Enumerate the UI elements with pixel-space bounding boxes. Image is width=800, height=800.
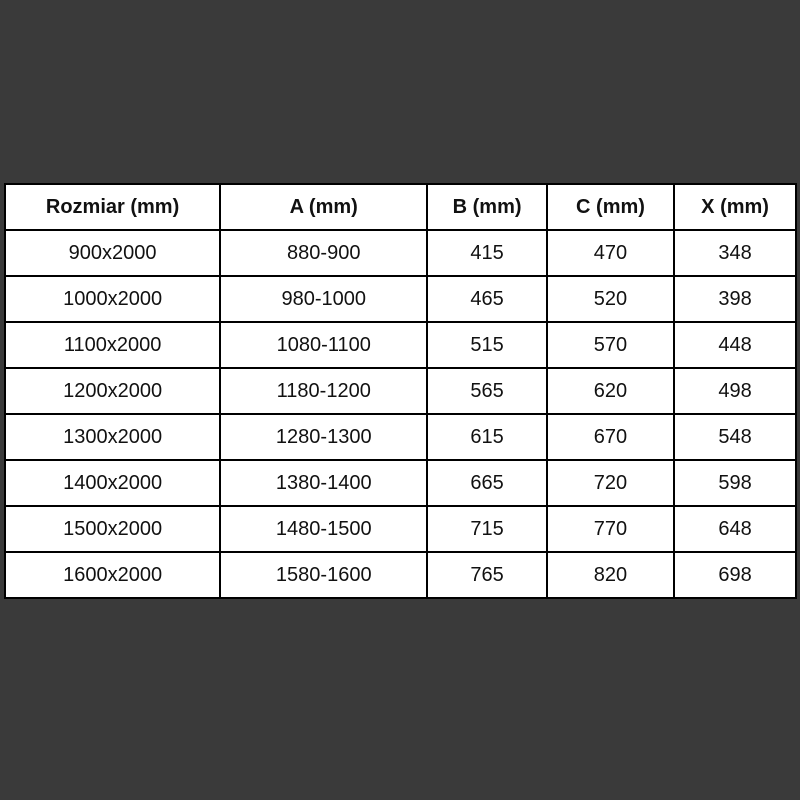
- table-cell: 715: [427, 506, 546, 552]
- table-cell: 1100x2000: [5, 322, 220, 368]
- table-row: [5, 230, 796, 276]
- table-body: [5, 230, 796, 598]
- table-cell: 1280-1300: [220, 414, 427, 460]
- column-header-rozmiar: Rozmiar (mm): [5, 184, 220, 230]
- table-cell: 520: [547, 276, 674, 322]
- table-cell: 1400x2000: [5, 460, 220, 506]
- table-cell: 1300x2000: [5, 414, 220, 460]
- table-cell: 880-900: [220, 230, 427, 276]
- table-cell: 565: [427, 368, 546, 414]
- table-cell: 665: [427, 460, 546, 506]
- column-header-b: B (mm): [427, 184, 546, 230]
- table-cell: 398: [674, 276, 796, 322]
- table-cell: 1080-1100: [220, 322, 427, 368]
- table-cell: 698: [674, 552, 796, 598]
- table-row: [5, 414, 796, 460]
- table-cell: 448: [674, 322, 796, 368]
- table-cell: 598: [674, 460, 796, 506]
- size-spec-table: [4, 183, 797, 599]
- table-cell: 348: [674, 230, 796, 276]
- column-header-x: X (mm): [674, 184, 796, 230]
- size-spec-table-container: [4, 183, 797, 599]
- table-cell: 1480-1500: [220, 506, 427, 552]
- table-cell: 1580-1600: [220, 552, 427, 598]
- table-cell: 1500x2000: [5, 506, 220, 552]
- table-cell: 1600x2000: [5, 552, 220, 598]
- table-cell: 465: [427, 276, 546, 322]
- table-cell: 1000x2000: [5, 276, 220, 322]
- table-cell: 470: [547, 230, 674, 276]
- table-cell: 670: [547, 414, 674, 460]
- table-cell: 415: [427, 230, 546, 276]
- table-cell: 515: [427, 322, 546, 368]
- table-cell: 770: [547, 506, 674, 552]
- table-cell: 1180-1200: [220, 368, 427, 414]
- table-cell: 820: [547, 552, 674, 598]
- table-cell: 498: [674, 368, 796, 414]
- table-cell: 980-1000: [220, 276, 427, 322]
- table-cell: 548: [674, 414, 796, 460]
- table-cell: 620: [547, 368, 674, 414]
- table-header-row: [5, 184, 796, 230]
- table-cell: 765: [427, 552, 546, 598]
- table-row: [5, 322, 796, 368]
- table-cell: 570: [547, 322, 674, 368]
- column-header-c: C (mm): [547, 184, 674, 230]
- table-row: [5, 506, 796, 552]
- table-row: [5, 552, 796, 598]
- table-cell: 900x2000: [5, 230, 220, 276]
- table-cell: 615: [427, 414, 546, 460]
- table-cell: 720: [547, 460, 674, 506]
- table-row: [5, 368, 796, 414]
- table-cell: 1200x2000: [5, 368, 220, 414]
- table-row: [5, 276, 796, 322]
- table-cell: 1380-1400: [220, 460, 427, 506]
- table-cell: 648: [674, 506, 796, 552]
- table-row: [5, 460, 796, 506]
- column-header-a: A (mm): [220, 184, 427, 230]
- table-header: [5, 184, 796, 230]
